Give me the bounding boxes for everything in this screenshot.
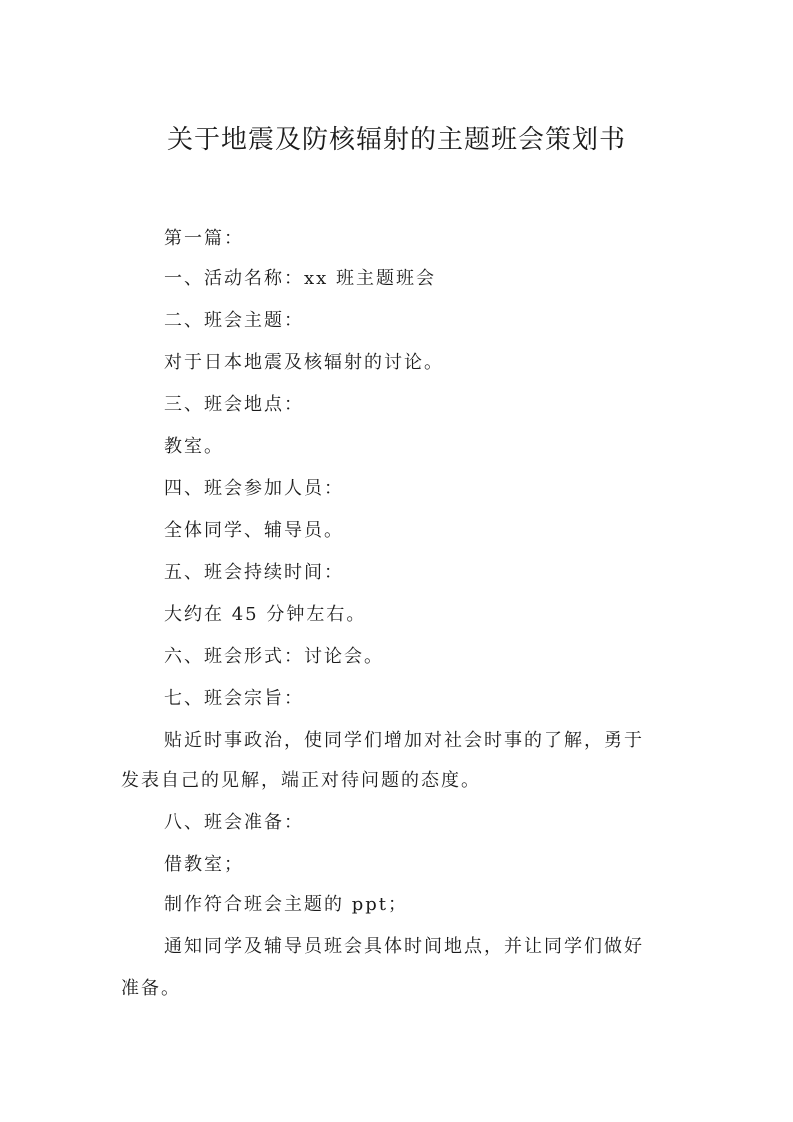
preparation-heading: 八、班会准备： <box>164 812 304 833</box>
theme-text: 对于日本地震及核辐射的讨论。 <box>164 352 444 373</box>
duration-text: 大约在 45 分钟左右。 <box>164 604 367 625</box>
preparation-item-3-line-2: 准备。 <box>121 978 181 999</box>
purpose-heading: 七、班会宗旨： <box>164 688 304 709</box>
preparation-item-3-line-1: 通知同学及辅导员班会具体时间地点，并让同学们做好 <box>164 936 644 957</box>
purpose-text-line-1: 贴近时事政治，使同学们增加对社会时事的了解，勇于 <box>164 730 644 751</box>
activity-name-line: 一、活动名称：xx 班主题班会 <box>164 268 437 289</box>
preparation-item-1: 借教室； <box>164 854 244 875</box>
duration-heading: 五、班会持续时间： <box>164 562 344 583</box>
purpose-text-line-2: 发表自己的见解，端正对待问题的态度。 <box>121 770 481 791</box>
format-line: 六、班会形式：讨论会。 <box>164 646 384 667</box>
document-title: 关于地震及防核辐射的主题班会策划书 <box>166 125 626 155</box>
theme-heading: 二、班会主题： <box>164 310 304 331</box>
location-text: 教室。 <box>164 436 224 457</box>
participants-text: 全体同学、辅导员。 <box>164 520 344 541</box>
section-heading: 第一篇： <box>164 228 244 249</box>
location-heading: 三、班会地点： <box>164 394 304 415</box>
participants-heading: 四、班会参加人员： <box>164 478 344 499</box>
preparation-item-2: 制作符合班会主题的 ppt； <box>164 894 408 915</box>
